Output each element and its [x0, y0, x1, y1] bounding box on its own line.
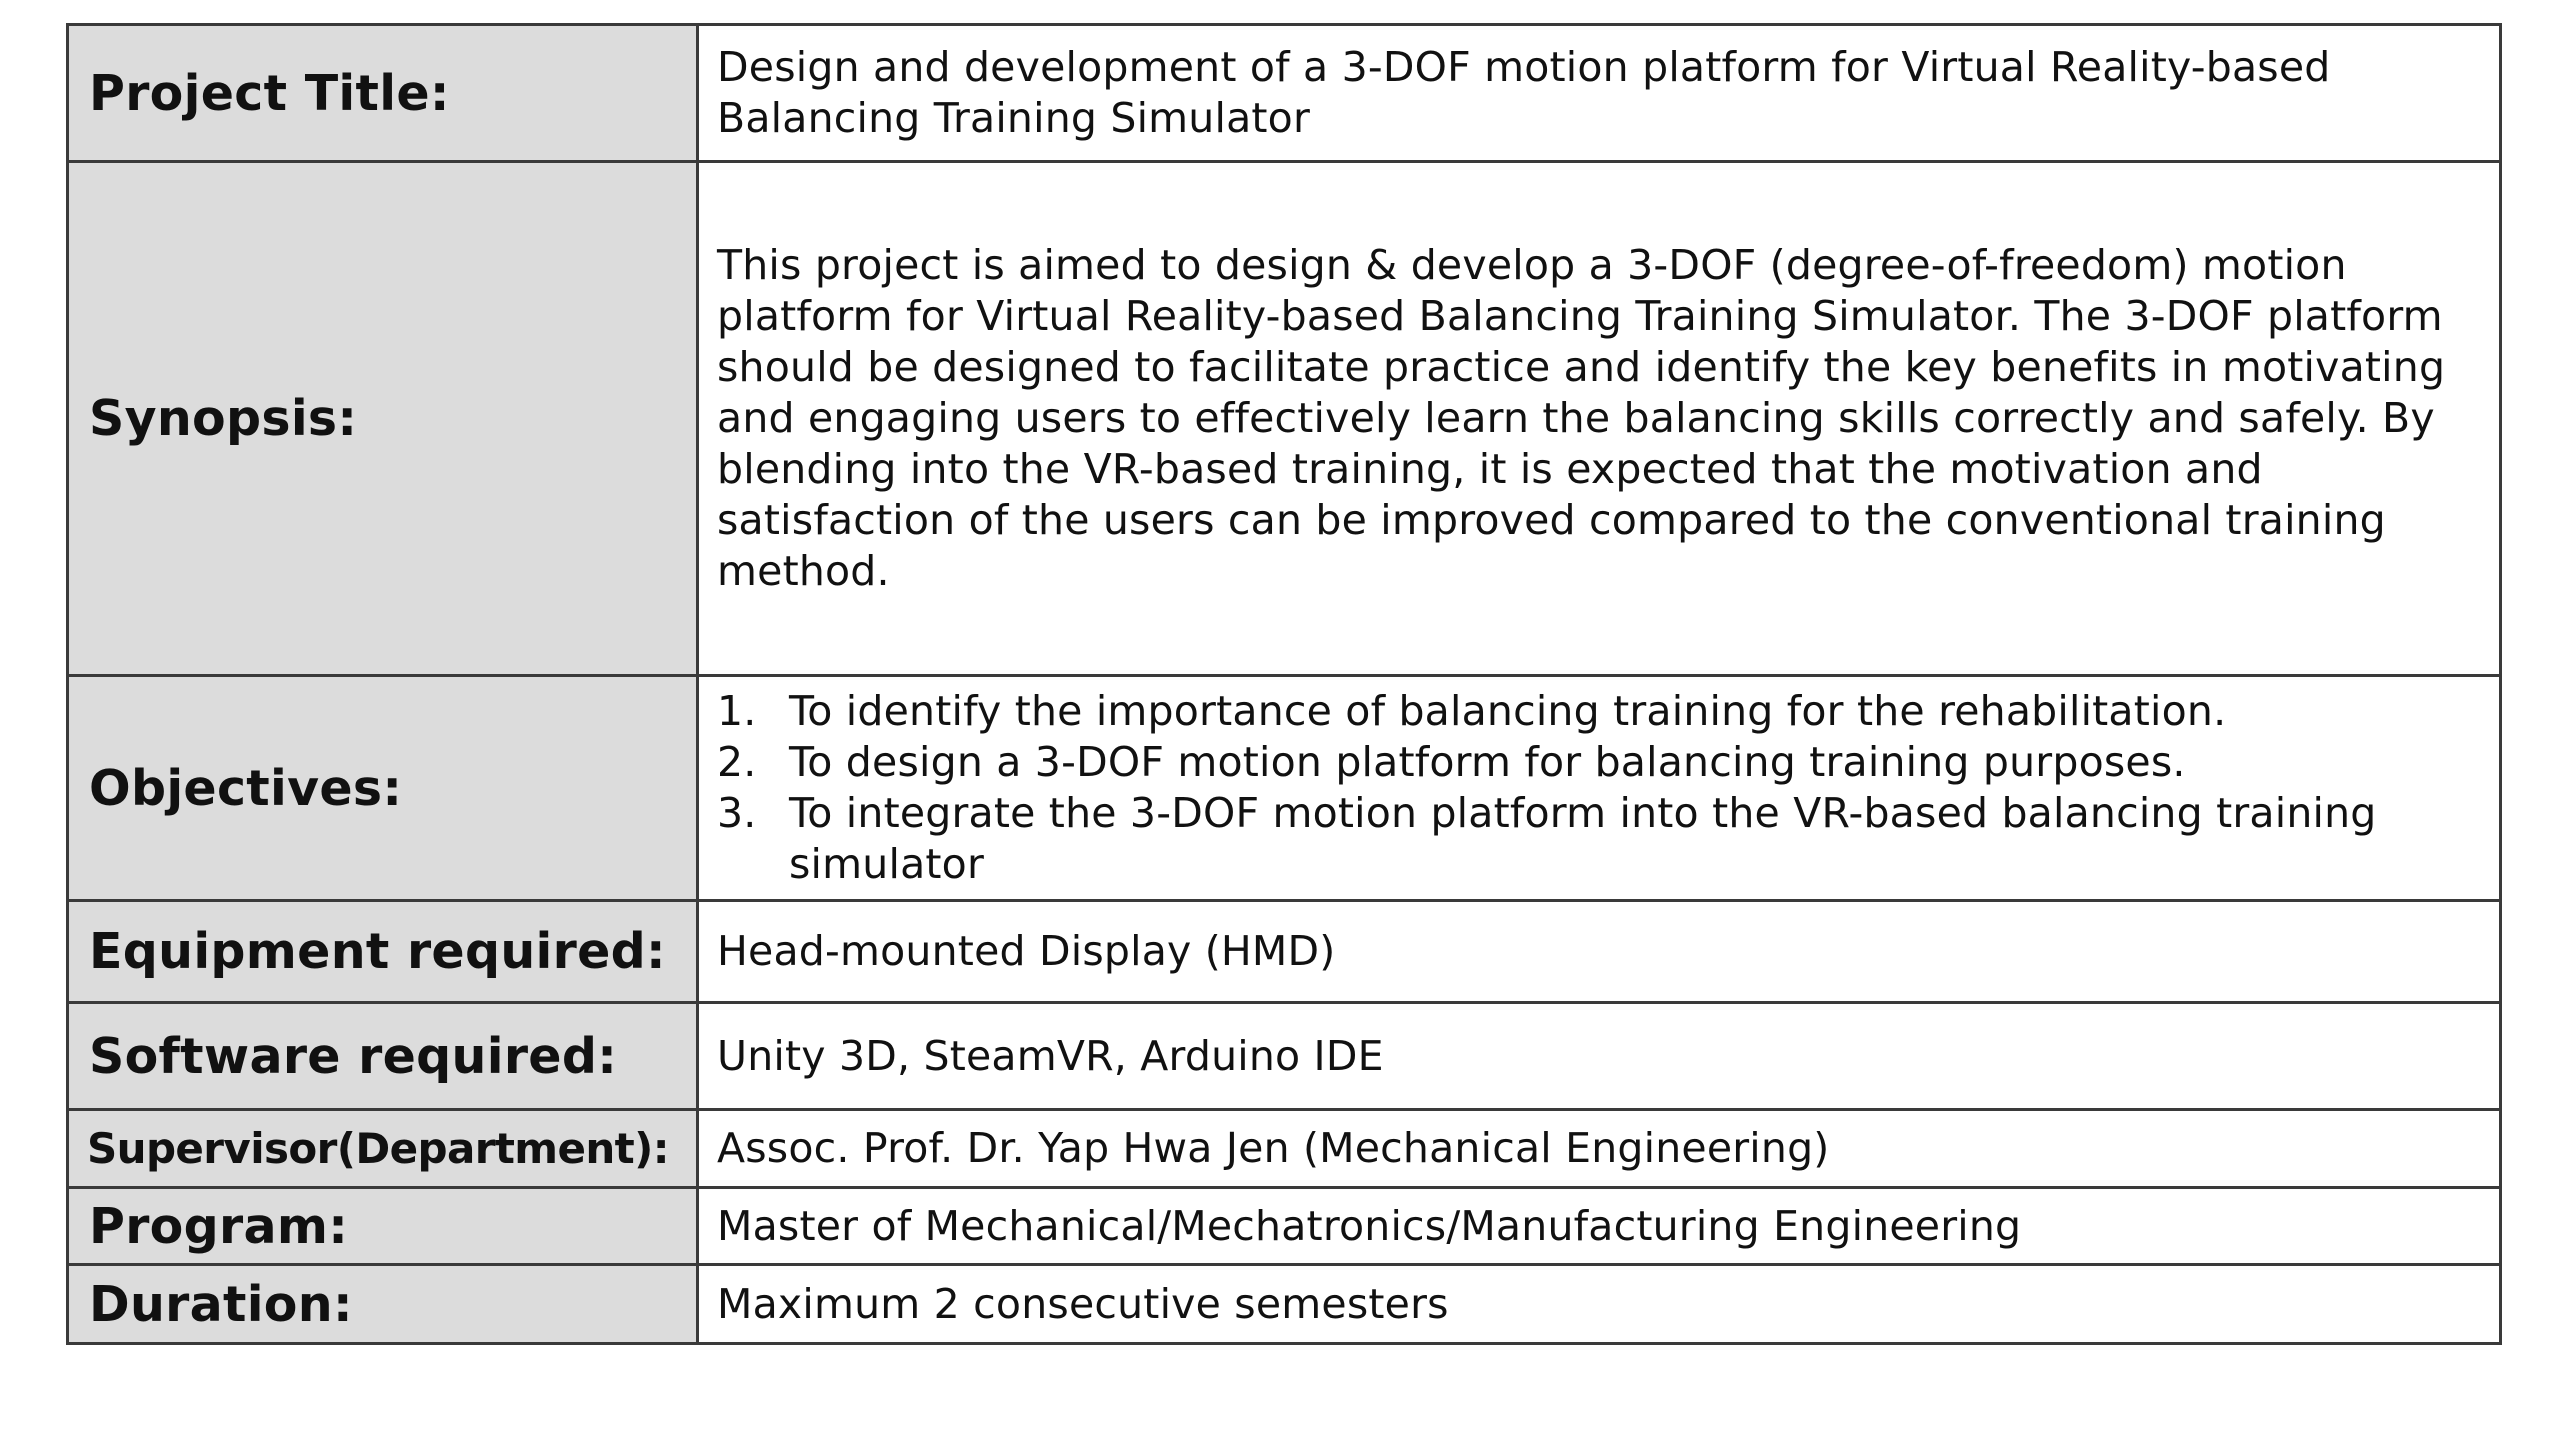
list-item [717, 788, 2479, 890]
objectives-list [717, 686, 2479, 890]
row-program [68, 1188, 2501, 1265]
objective-text: To identify the importance of balancing training for the rehabilitation. [789, 687, 2227, 735]
equipment-value: Head-mounted Display (HMD) [698, 901, 2501, 1003]
row-objectives [68, 676, 2501, 901]
row-supervisor [68, 1110, 2501, 1188]
supervisor-value: Assoc. Prof. Dr. Yap Hwa Jen (Mechanical Engineering) [698, 1110, 2501, 1188]
software-value: Unity 3D, SteamVR, Arduino IDE [698, 1003, 2501, 1110]
software-label: Software required: [68, 1003, 698, 1110]
objective-text: To integrate the 3-DOF motion platform into the VR-based balancing training simulator [789, 789, 2377, 888]
project-title-label: Project Title: [68, 25, 698, 162]
program-label: Program: [68, 1188, 698, 1265]
equipment-label: Equipment required: [68, 901, 698, 1003]
project-title-value: Design and development of a 3-DOF motion platform for Virtual Reality-based Balancing Training Simulator [698, 25, 2501, 162]
list-item [717, 686, 2479, 737]
objectives-value [698, 676, 2501, 901]
program-value: Master of Mechanical/Mechatronics/Manufacturing Engineering [698, 1188, 2501, 1265]
list-item [717, 737, 2479, 788]
row-equipment [68, 901, 2501, 1003]
supervisor-label: Supervisor(Department): [68, 1110, 698, 1188]
synopsis-value: This project is aimed to design & develop a 3-DOF (degree-of-freedom) motion platform for Virtual Reality-based Balancing Training Simulator. The 3-DOF platform should be designed to facilitate practice and identify the key benefits in motivating and engaging users to effectively learn the balancing skills correctly and safely. By blending into the VR-based training, it is expected that the motivation and satisfaction of the users can be improved compared to the conventional training method. [698, 162, 2501, 676]
project-details-table [66, 23, 2502, 1345]
objective-number: 3. [717, 789, 757, 837]
objective-number: 1. [717, 687, 757, 735]
duration-value: Maximum 2 consecutive semesters [698, 1265, 2501, 1344]
objectives-label: Objectives: [68, 676, 698, 901]
duration-label: Duration: [68, 1265, 698, 1344]
synopsis-label: Synopsis: [68, 162, 698, 676]
row-duration [68, 1265, 2501, 1344]
row-project-title [68, 25, 2501, 162]
row-synopsis [68, 162, 2501, 676]
objective-text: To design a 3-DOF motion platform for balancing training purposes. [789, 738, 2186, 786]
row-software [68, 1003, 2501, 1110]
objective-number: 2. [717, 738, 757, 786]
